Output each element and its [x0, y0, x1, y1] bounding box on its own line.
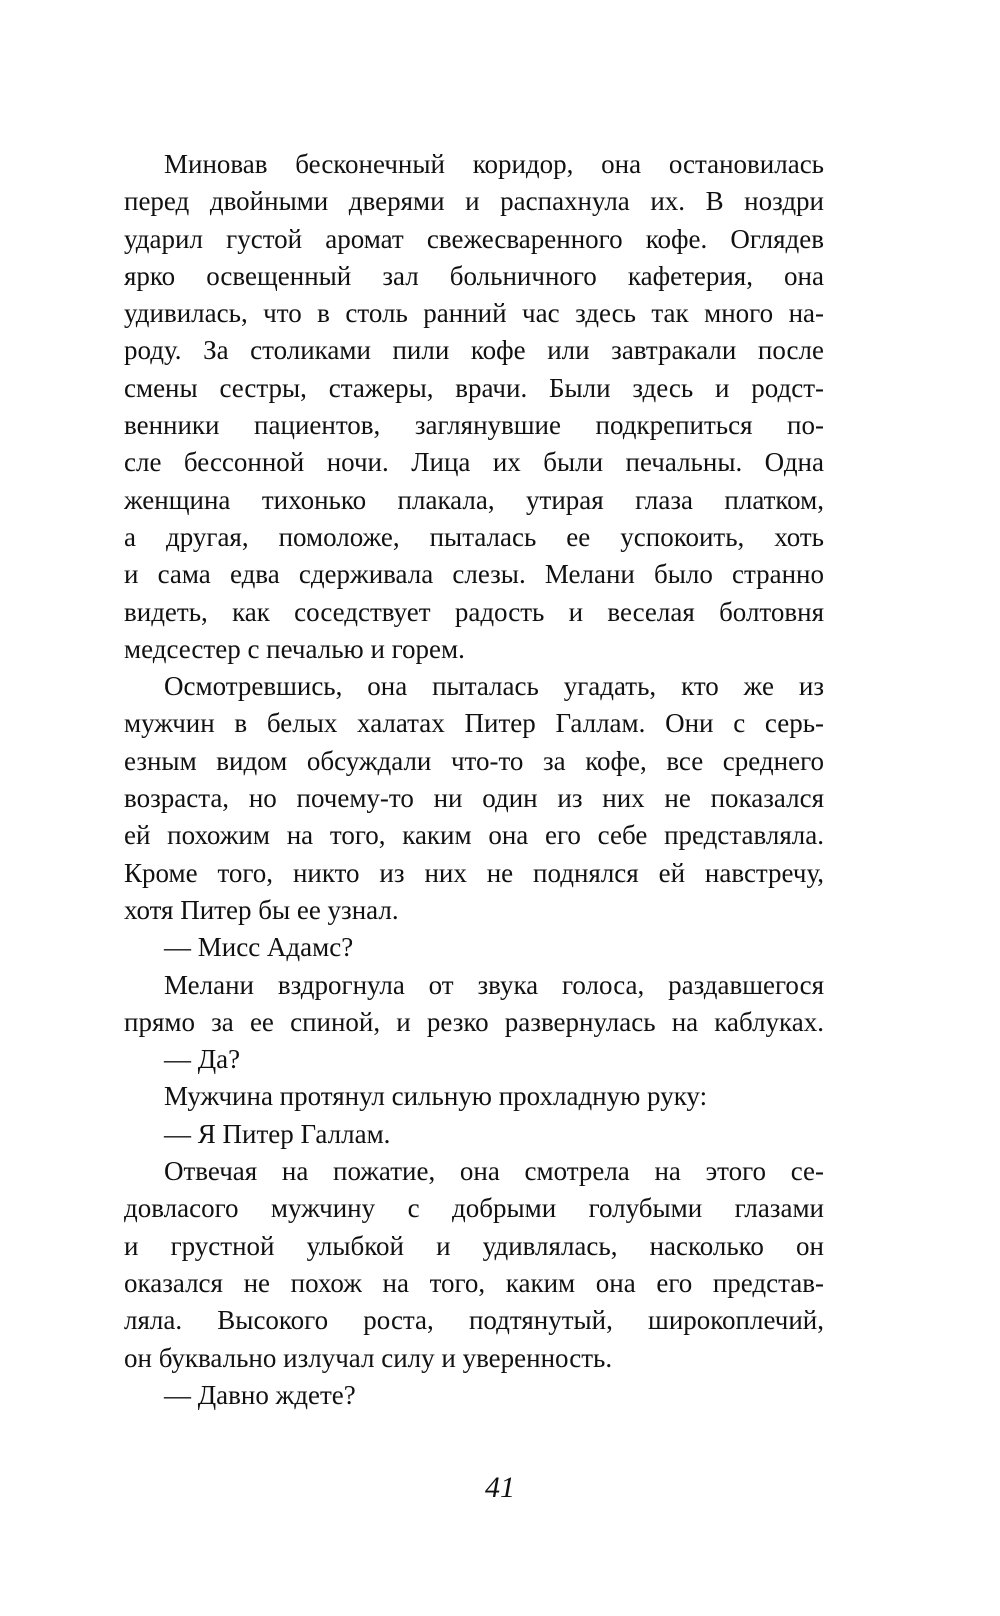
text-line: и грустной улыбкой и удивлялась, насколько он — [124, 1230, 824, 1261]
text-line: прямо за ее спиной, и резко развернулась на каблуках. — [124, 1006, 824, 1037]
text-line: сле бессонной ночи. Лица их были печальны. Одна — [124, 447, 824, 478]
text-line: — Давно ждете? — [164, 1379, 356, 1410]
body-text — [124, 146, 824, 1414]
text-line: хотя Питер бы ее узнал. — [124, 894, 399, 925]
text-line: ударил густой аромат свежесваренного кофе. Оглядев — [124, 223, 824, 254]
text-line: ей похожим на того, каким она его себе представляла. — [124, 820, 824, 851]
text-line: Кроме того, никто из них не поднялся ей навстречу, — [124, 857, 824, 888]
text-line: Миновав бесконечный коридор, она остановилась — [164, 149, 824, 179]
text-line: он буквально излучал силу и уверенность. — [124, 1342, 613, 1373]
text-line: смены сестры, стажеры, врачи. Были здесь и родст- — [124, 372, 824, 403]
text-line: довласого мужчину с добрыми голубыми глазами — [124, 1193, 824, 1224]
text-line: — Да? — [164, 1044, 241, 1075]
text-line: Мелани вздрогнула от звука голоса, раздавшегося — [164, 969, 824, 1000]
page-number: 41 — [485, 1471, 515, 1504]
text-line: а другая, помоложе, пыталась ее успокоить, хоть — [124, 521, 824, 552]
text-line: женщина тихонько плакала, утирая глаза платком, — [124, 484, 824, 515]
text-line: ляла. Высокого роста, подтянутый, широкоплечий, — [124, 1305, 824, 1336]
text-line: венники пациентов, заглянувшие подкрепиться по- — [124, 410, 824, 441]
text-line: ярко освещенный зал больничного кафетерия, она — [124, 260, 824, 291]
text-line: роду. За столиками пили кофе или завтракали после — [124, 335, 824, 366]
text-line: мужчин в белых халатах Питер Галлам. Они с серь- — [124, 708, 824, 739]
text-line: перед двойными дверями и распахнула их. В ноздри — [124, 186, 824, 217]
text-line: езным видом обсуждали что-то за кофе, все среднего — [124, 745, 824, 776]
text-line: медсестер с печалью и горем. — [124, 633, 465, 664]
text-line: возраста, но почему-то ни один из них не показался — [124, 783, 824, 814]
text-line: Мужчина протянул сильную прохладную руку: — [164, 1081, 708, 1112]
text-line: — Мисс Адамс? — [164, 932, 354, 963]
text-line: удивилась, что в столь ранний час здесь так много на- — [124, 298, 824, 329]
text-line: видеть, как соседствует радость и веселая болтовня — [124, 596, 824, 627]
text-line: — Я Питер Галлам. — [164, 1118, 391, 1149]
text-line: и сама едва сдерживала слезы. Мелани было странно — [124, 559, 824, 590]
text-line: оказался не похож на того, каким она его представ- — [124, 1267, 824, 1298]
text-line: Осмотревшись, она пыталась угадать, кто же из — [164, 671, 824, 702]
text-line: Отвечая на пожатие, она смотрела на этого се- — [164, 1156, 824, 1187]
